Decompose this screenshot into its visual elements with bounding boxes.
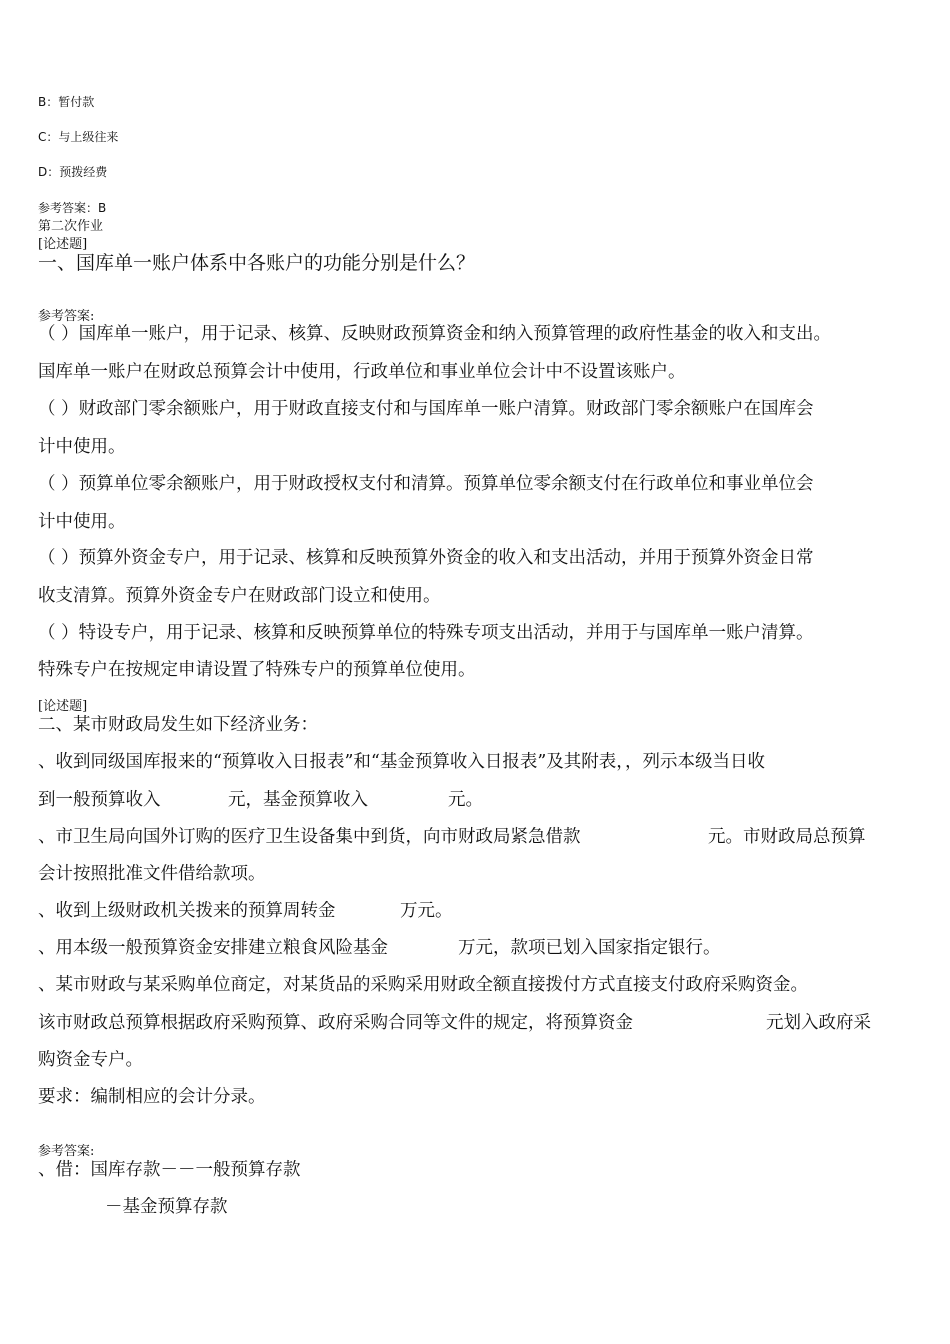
question-item: 、收到上级财政机关拨来的预算周转金 (38, 901, 336, 921)
question-item: 元划入政府采 (766, 1013, 871, 1033)
question-item: 元。市财政局总预算 (708, 827, 866, 847)
requirement: 要求：编制相应的会计分录。 (38, 1087, 266, 1107)
question-item: 、某市财政与某采购单位商定，对某货品的采购采用财政全额直接拨付方式直接支付政府采购资金。 (38, 975, 808, 995)
question-item: 元，基金预算收入 (228, 790, 368, 810)
answer-line: （ ）国库单一账户，用于记录、核算、反映财政预算资金和纳入预算管理的政府性基金的收入和支出。 (38, 324, 832, 344)
question-item: 、收到同级国库报来的“预算收入日报表”和“基金预算收入日报表”及其附表，，列示本级当日收 (38, 752, 766, 772)
question-item: 到一般预算收入 (38, 790, 161, 810)
answer-label-2: 参考答案: (38, 1144, 95, 1159)
option-b: B：暂付款 (38, 95, 95, 109)
question-1-title: 一、国库单一账户体系中各账户的功能分别是什么？ (38, 252, 476, 274)
question-item: 购资金专户。 (38, 1050, 143, 1070)
answer-line: 计中使用。 (38, 437, 126, 457)
answer-line: 计中使用。 (38, 512, 126, 532)
question-item: 、市卫生局向国外订购的医疗卫生设备集中到货，向市财政局紧急借款 (38, 827, 581, 847)
journal-entry-line: 、借：国库存款－－一般预算存款 (38, 1160, 301, 1180)
option-c: C：与上级往来 (38, 130, 119, 144)
question-item: 该市财政总预算根据政府采购预算、政府采购合同等文件的规定，将预算资金 (38, 1013, 633, 1033)
question-2-title: 二、某市财政局发生如下经济业务： (38, 715, 318, 735)
answer-line: 收支清算。预算外资金专户在财政部门设立和使用。 (38, 586, 441, 606)
question-type-1: [论述题] (38, 237, 88, 252)
answer-label-1: 参考答案: (38, 309, 95, 324)
question-item: 会计按照批准文件借给款项。 (38, 864, 266, 884)
question-item: 元。 (448, 790, 483, 810)
answer-line: （ ）预算外资金专户，用于记录、核算和反映预算外资金的收入和支出活动，并用于预算外资金日常 (38, 548, 814, 568)
question-item: 万元，款项已划入国家指定银行。 (458, 938, 721, 958)
question-type-2: [论述题] (38, 699, 88, 714)
question-item: 万元。 (400, 901, 453, 921)
answer-line: （ ）财政部门零余额账户，用于财政直接支付和与国库单一账户清算。财政部门零余额账户在国库会 (38, 399, 814, 419)
answer-line: （ ）预算单位零余额账户，用于财政授权支付和清算。预算单位零余额支付在行政单位和事业单位会 (38, 474, 814, 494)
option-d: D：预拨经费 (38, 165, 108, 179)
section-title: 第二次作业 (38, 219, 104, 234)
journal-entry-line: －基金预算存款 (105, 1197, 228, 1217)
answer-line: （ ）特设专户，用于记录、核算和反映预算单位的特殊专项支出活动，并用于与国库单一账户清算。 (38, 623, 814, 643)
answer-line: 国库单一账户在财政总预算会计中使用，行政单位和事业单位会计中不设置该账户。 (38, 362, 686, 382)
answer-line: 特殊专户在按规定申请设置了特殊专户的预算单位使用。 (38, 660, 476, 680)
question-item: 、用本级一般预算资金安排建立粮食风险基金 (38, 938, 388, 958)
reference-answer-1: 参考答案：B (38, 201, 107, 215)
